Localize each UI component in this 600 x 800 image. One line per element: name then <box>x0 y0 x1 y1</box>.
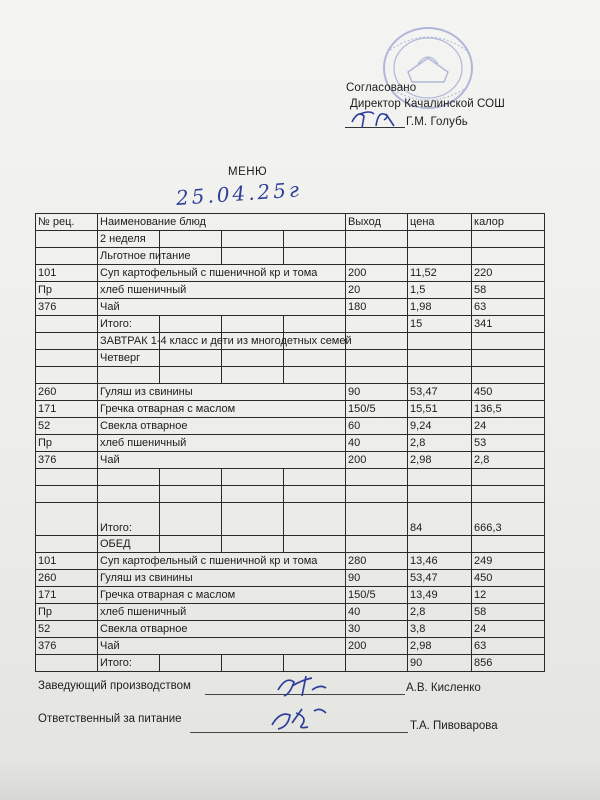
cell-empty <box>36 367 98 384</box>
cell-empty <box>36 469 98 486</box>
cell-total-price-text: 84 <box>410 522 423 534</box>
cell-rec-text: 171 <box>38 402 57 415</box>
cell-cal <box>472 282 545 299</box>
cell-out-text: 200 <box>348 266 367 279</box>
cell-cal-text: 220 <box>474 266 493 279</box>
cell-cal <box>472 587 545 604</box>
cell-empty <box>472 536 545 553</box>
table-section-row <box>36 350 545 367</box>
cell-price <box>408 621 472 638</box>
cell-out <box>346 570 408 587</box>
table-row <box>36 299 545 316</box>
cell-cal-text: 58 <box>474 283 487 296</box>
cell-out <box>346 553 408 570</box>
cell-cal <box>472 452 545 469</box>
cell-rec <box>36 553 98 570</box>
menu-table <box>35 213 545 672</box>
cell-empty <box>36 536 98 553</box>
producer-label: Заведующий производством <box>38 680 191 692</box>
table-row <box>36 638 545 655</box>
table-empty-row <box>36 367 545 384</box>
cell-empty <box>222 536 284 553</box>
cell-rec <box>36 418 98 435</box>
table-empty-row <box>36 486 545 503</box>
cell-cal <box>472 553 545 570</box>
cell-cal-text: 249 <box>474 554 493 567</box>
cell-name-text: Суп картофельный с пшеничной кр и тома <box>100 266 318 279</box>
cell-name-text: хлеб пшеничный <box>100 283 187 296</box>
cell-total-price <box>408 503 472 536</box>
cell-total-label-text: Итого: <box>100 656 132 669</box>
cell-empty <box>36 655 98 672</box>
cell-rec <box>36 299 98 316</box>
cell-total-cal-text: 666,3 <box>474 522 502 534</box>
cell-name-text: Свекла отварное <box>100 622 188 635</box>
responsible-label: Ответственный за питание <box>38 713 182 725</box>
cell-name <box>98 638 346 655</box>
cell-out-text: 200 <box>348 639 367 652</box>
cell-empty <box>346 316 408 333</box>
cell-price-text: 2,98 <box>410 639 432 652</box>
cell-empty <box>346 469 408 486</box>
table-row <box>36 604 545 621</box>
cell-empty <box>36 333 98 350</box>
cell-out-text: 150/5 <box>348 402 376 415</box>
table-row <box>36 452 545 469</box>
cell-out-text: 90 <box>348 571 361 584</box>
cell-price <box>408 265 472 282</box>
header-out <box>346 214 408 231</box>
cell-name <box>98 621 346 638</box>
cell-empty <box>472 367 545 384</box>
cell-empty <box>160 536 222 553</box>
cell-empty <box>36 231 98 248</box>
cell-empty <box>346 536 408 553</box>
cell-empty <box>346 350 408 367</box>
cell-total-label <box>98 503 160 536</box>
cell-empty <box>408 536 472 553</box>
cell-price <box>408 638 472 655</box>
cell-out <box>346 282 408 299</box>
cell-name-text: Чай <box>100 639 120 652</box>
cell-empty <box>472 248 545 265</box>
cell-empty <box>160 231 222 248</box>
cell-empty <box>222 248 284 265</box>
cell-rec <box>36 452 98 469</box>
cell-name <box>98 384 346 401</box>
cell-total-cal-text: 856 <box>474 656 493 669</box>
cell-price-text: 53,47 <box>410 385 438 398</box>
cell-cal <box>472 638 545 655</box>
approval-director: Директор Качалинской СОШ <box>350 98 505 110</box>
cell-cal-text: 24 <box>474 419 487 432</box>
cell-cal-text: 24 <box>474 622 487 635</box>
cell-empty <box>222 486 284 503</box>
cell-empty <box>284 248 346 265</box>
cell-empty <box>284 536 346 553</box>
cell-name-text: Гречка отварная с маслом <box>100 588 236 601</box>
cell-total-price-text: 90 <box>410 656 423 669</box>
cell-out-text: 200 <box>348 453 367 466</box>
cell-name <box>98 587 346 604</box>
cell-rec-text: Пр <box>38 436 53 449</box>
cell-out <box>346 401 408 418</box>
cell-empty <box>346 231 408 248</box>
cell-empty <box>222 367 284 384</box>
cell-cal-text: 63 <box>474 300 487 313</box>
cell-empty <box>472 350 545 367</box>
cell-name-text: хлеб пшеничный <box>100 605 187 618</box>
cell-empty <box>472 486 545 503</box>
cell-empty <box>160 486 222 503</box>
cell-empty <box>408 248 472 265</box>
cell-name <box>98 452 346 469</box>
cell-out <box>346 587 408 604</box>
cell-price-text: 9,24 <box>410 419 432 432</box>
cell-out <box>346 265 408 282</box>
cell-price-text: 2,98 <box>410 453 432 466</box>
cell-section <box>98 248 191 265</box>
table-row <box>36 418 545 435</box>
cell-price-text: 13,46 <box>410 554 438 567</box>
responsible-signature-icon <box>268 703 332 733</box>
cell-out <box>346 435 408 452</box>
cell-out-text: 40 <box>348 436 361 449</box>
cell-price <box>408 604 472 621</box>
cell-out <box>346 384 408 401</box>
cell-name <box>98 282 346 299</box>
cell-out <box>346 638 408 655</box>
cell-rec <box>36 604 98 621</box>
cell-empty <box>36 248 98 265</box>
cell-name-text: Гуляш из свинины <box>100 385 193 398</box>
cell-name-text: Чай <box>100 453 120 466</box>
cell-cal <box>472 265 545 282</box>
cell-total-label-text: Итого: <box>100 317 132 330</box>
cell-price <box>408 384 472 401</box>
cell-name-text: Гуляш из свинины <box>100 571 193 584</box>
table-row <box>36 553 545 570</box>
cell-empty <box>346 248 408 265</box>
cell-empty <box>408 350 472 367</box>
cell-price <box>408 282 472 299</box>
cell-rec <box>36 638 98 655</box>
cell-rec <box>36 587 98 604</box>
cell-rec-text: 101 <box>38 266 57 279</box>
cell-rec-text: Пр <box>38 605 53 618</box>
cell-empty <box>222 503 284 536</box>
cell-rec-text: 101 <box>38 554 57 567</box>
cell-empty <box>98 469 160 486</box>
table-header-row <box>36 214 545 231</box>
cell-rec-text: 52 <box>38 419 51 432</box>
cell-total-price <box>408 655 472 672</box>
cell-out <box>346 604 408 621</box>
cell-price <box>408 299 472 316</box>
header-out-text: Выход <box>348 215 381 228</box>
cell-empty <box>36 350 98 367</box>
cell-total-price <box>408 316 472 333</box>
table-row <box>36 282 545 299</box>
cell-empty <box>408 469 472 486</box>
cell-section <box>98 350 160 367</box>
table-row <box>36 435 545 452</box>
cell-out <box>346 452 408 469</box>
cell-name <box>98 299 346 316</box>
cell-total-cal <box>472 503 545 536</box>
table-row <box>36 384 545 401</box>
header-price <box>408 214 472 231</box>
cell-out-text: 20 <box>348 283 361 296</box>
cell-rec <box>36 570 98 587</box>
header-price-text: цена <box>410 215 435 228</box>
cell-price-text: 1,5 <box>410 283 426 296</box>
responsible-name: Т.А. Пивоварова <box>410 720 498 732</box>
cell-out-text: 180 <box>348 300 367 313</box>
cell-price-text: 15,51 <box>410 402 438 415</box>
cell-cal-text: 12 <box>474 588 487 601</box>
cell-cal-text: 450 <box>474 385 493 398</box>
cell-price <box>408 587 472 604</box>
table-row <box>36 265 545 282</box>
table-total-row <box>36 503 545 536</box>
cell-empty <box>222 655 284 672</box>
cell-name <box>98 553 346 570</box>
cell-cal <box>472 570 545 587</box>
cell-rec <box>36 282 98 299</box>
cell-empty <box>284 231 346 248</box>
cell-empty <box>284 486 346 503</box>
cell-out-text: 30 <box>348 622 361 635</box>
cell-total-cal <box>472 316 545 333</box>
cell-rec-text: 376 <box>38 453 57 466</box>
cell-cal <box>472 621 545 638</box>
cell-empty <box>472 469 545 486</box>
cell-cal <box>472 401 545 418</box>
cell-empty <box>222 316 284 333</box>
page-title: МЕНЮ <box>228 166 268 178</box>
cell-cal <box>472 604 545 621</box>
cell-name-text: хлеб пшеничный <box>100 436 187 449</box>
cell-empty <box>284 367 346 384</box>
cell-cal-text: 63 <box>474 639 487 652</box>
cell-cal <box>472 299 545 316</box>
cell-total-cal <box>472 655 545 672</box>
cell-empty <box>346 367 408 384</box>
cell-empty <box>284 469 346 486</box>
cell-name <box>98 570 346 587</box>
cell-out-text: 40 <box>348 605 361 618</box>
cell-name-text: Суп картофельный с пшеничной кр и тома <box>100 554 318 567</box>
cell-out <box>346 299 408 316</box>
cell-price-text: 53,47 <box>410 571 438 584</box>
cell-rec <box>36 265 98 282</box>
cell-rec-text: 376 <box>38 300 57 313</box>
cell-empty <box>160 655 222 672</box>
cell-empty <box>284 503 346 536</box>
cell-section-text: Льготное питание <box>100 249 191 262</box>
cell-rec-text: 171 <box>38 588 57 601</box>
cell-price-text: 11,52 <box>410 266 437 279</box>
cell-cal-text: 53 <box>474 436 487 449</box>
cell-rec <box>36 384 98 401</box>
cell-cal-text: 58 <box>474 605 487 618</box>
cell-price <box>408 435 472 452</box>
cell-rec-text: 260 <box>38 571 57 584</box>
header-name-text: Наименование блюд <box>100 215 206 228</box>
cell-name-text: Чай <box>100 300 120 313</box>
cell-price <box>408 570 472 587</box>
cell-empty <box>160 469 222 486</box>
cell-cal <box>472 418 545 435</box>
table-total-row <box>36 655 545 672</box>
cell-empty <box>98 367 160 384</box>
cell-empty <box>284 655 346 672</box>
cell-price <box>408 452 472 469</box>
cell-empty <box>98 486 160 503</box>
cell-name <box>98 435 346 452</box>
cell-empty <box>408 231 472 248</box>
cell-empty <box>160 350 222 367</box>
cell-name <box>98 401 346 418</box>
cell-empty <box>472 333 545 350</box>
cell-out <box>346 621 408 638</box>
cell-out-text: 150/5 <box>348 588 376 601</box>
cell-rec-text: 376 <box>38 639 57 652</box>
cell-empty <box>408 486 472 503</box>
cell-empty <box>346 655 408 672</box>
table-section-row <box>36 333 545 350</box>
approval-agreed: Согласовано <box>346 82 417 94</box>
cell-rec <box>36 621 98 638</box>
cell-section-text: Четверг <box>100 351 141 364</box>
cell-name-text: Свекла отварное <box>100 419 188 432</box>
cell-rec <box>36 435 98 452</box>
stamp-seal-icon <box>356 20 474 110</box>
cell-name <box>98 265 346 282</box>
cell-price-text: 1,98 <box>410 300 432 313</box>
table-row <box>36 587 545 604</box>
cell-cal <box>472 384 545 401</box>
cell-price-text: 2,8 <box>410 605 426 618</box>
table-section-row <box>36 536 545 553</box>
cell-empty <box>472 231 545 248</box>
cell-price <box>408 401 472 418</box>
producer-name: А.В. Кисленко <box>406 682 481 694</box>
cell-empty <box>346 503 408 536</box>
table-row <box>36 570 545 587</box>
table-total-row <box>36 316 545 333</box>
cell-rec <box>36 401 98 418</box>
header-cal <box>472 214 545 231</box>
table-row <box>36 401 545 418</box>
table-section-row <box>36 248 545 265</box>
cell-price-text: 2,8 <box>410 436 426 449</box>
cell-total-cal-text: 341 <box>474 317 493 330</box>
cell-empty <box>160 367 222 384</box>
cell-empty <box>160 316 222 333</box>
cell-out-text: 90 <box>348 385 361 398</box>
cell-empty <box>222 350 284 367</box>
cell-empty <box>408 367 472 384</box>
cell-cal-text: 2,8 <box>474 453 490 466</box>
cell-empty <box>36 316 98 333</box>
cell-rec-text: 260 <box>38 385 57 398</box>
cell-empty <box>346 486 408 503</box>
handwritten-date: 25.04.25г <box>175 177 303 210</box>
cell-empty <box>346 333 408 350</box>
cell-name <box>98 418 346 435</box>
cell-price <box>408 553 472 570</box>
cell-cal-text: 450 <box>474 571 493 584</box>
cell-empty <box>222 469 284 486</box>
header-cal-text: калор <box>474 215 504 228</box>
cell-section-text: 2 неделя <box>100 232 146 245</box>
cell-empty <box>222 231 284 248</box>
cell-section-text: ОБЕД <box>100 537 131 550</box>
cell-empty <box>284 350 346 367</box>
table-section-row <box>36 231 545 248</box>
header-rec-text: № рец. <box>38 215 75 228</box>
cell-section <box>98 536 160 553</box>
cell-name-text: Гречка отварная с маслом <box>100 402 236 415</box>
cell-price-text: 13,49 <box>410 588 438 601</box>
cell-rec-text: Пр <box>38 283 53 296</box>
table-row <box>36 621 545 638</box>
cell-price-text: 3,8 <box>410 622 426 635</box>
cell-empty <box>284 316 346 333</box>
cell-section-text: ЗАВТРАК 1-4 класс и дети из многодетных семей <box>100 334 352 347</box>
cell-section <box>98 231 160 248</box>
header-rec <box>36 214 98 231</box>
producer-signature-icon <box>272 672 332 700</box>
cell-total-label <box>98 655 160 672</box>
cell-total-price-text: 15 <box>410 317 423 330</box>
cell-empty <box>36 503 98 536</box>
cell-empty <box>36 486 98 503</box>
header-name <box>98 214 346 231</box>
cell-total-label <box>98 316 160 333</box>
approval-director-name: Г.М. Голубь <box>406 116 468 128</box>
cell-out-text: 280 <box>348 554 367 567</box>
director-signature-icon <box>348 108 406 130</box>
cell-total-label-text: Итого: <box>100 522 132 534</box>
cell-rec-text: 52 <box>38 622 51 635</box>
cell-empty <box>408 333 472 350</box>
cell-cal <box>472 435 545 452</box>
cell-cal-text: 136,5 <box>474 402 502 415</box>
cell-name <box>98 604 346 621</box>
cell-price <box>408 418 472 435</box>
cell-section <box>98 333 352 350</box>
cell-out-text: 60 <box>348 419 361 432</box>
table-empty-row <box>36 469 545 486</box>
cell-out <box>346 418 408 435</box>
cell-empty <box>160 503 222 536</box>
